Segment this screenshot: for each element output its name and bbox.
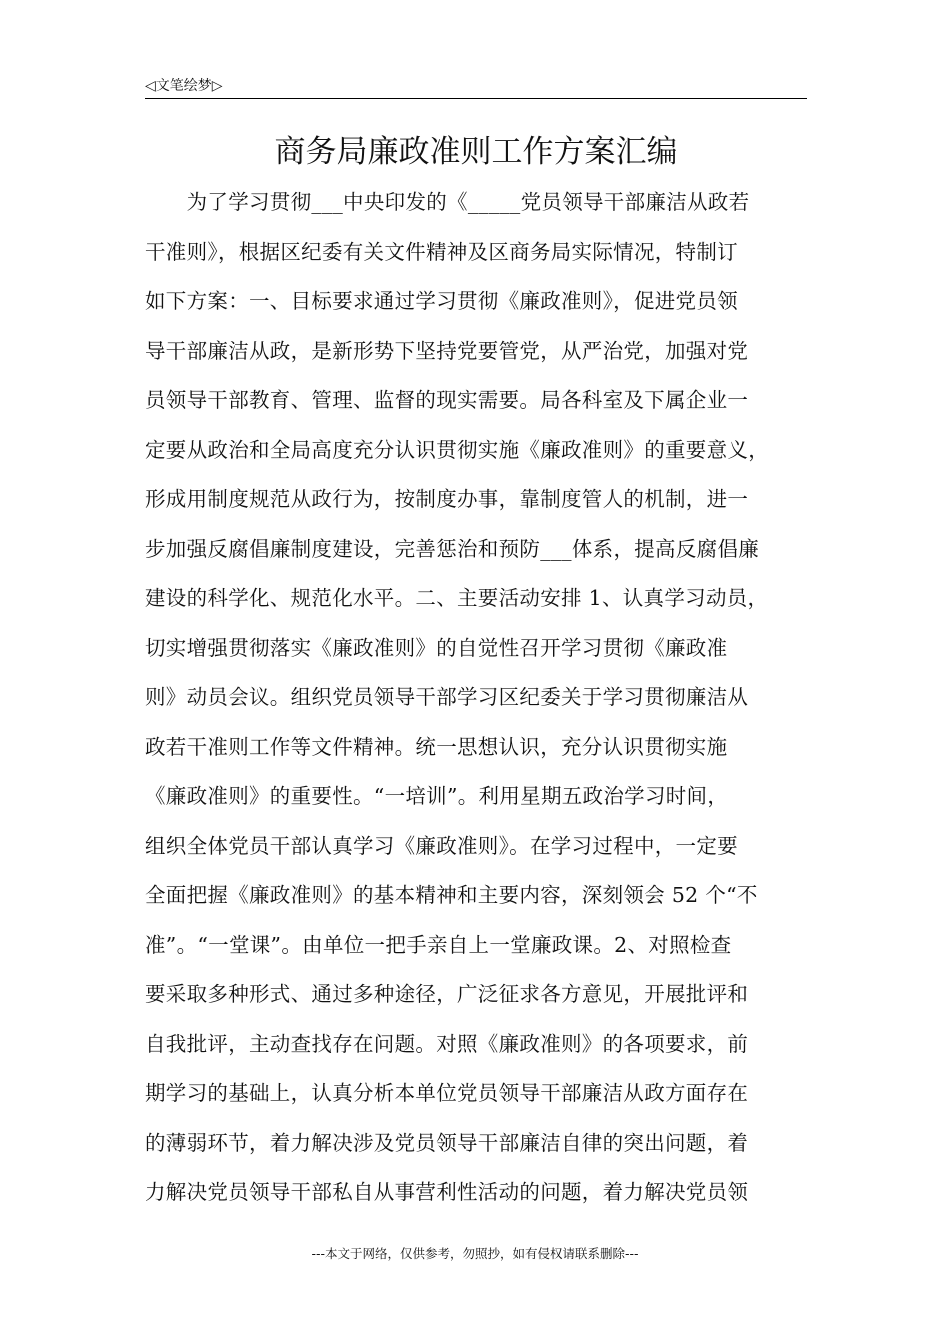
body-line: 的薄弱环节，着力解决涉及党员领导干部廉洁自律的突出问题，着 <box>145 1130 749 1155</box>
body-line: 组织全体党员干部认真学习《廉政准则》。在学习过程中，一定要 <box>145 833 738 858</box>
body-line: 准”。“一堂课”。由单位一把手亲自上一堂廉政课。2、对照检查 <box>145 932 732 957</box>
body-line: 政若干准则工作等文件精神。统一思想认识，充分认识贯彻实施 <box>145 734 728 759</box>
document-body <box>145 178 815 1218</box>
body-line: 为了学习贯彻___中央印发的《_____党员领导干部廉洁从政若 <box>145 190 750 214</box>
body-line: 导干部廉洁从政，是新形势下坚持党要管党，从严治党，加强对党 <box>145 338 749 363</box>
body-line: 全面把握《廉政准则》的基本精神和主要内容，深刻领会 52 个“不 <box>145 883 758 907</box>
page-header <box>145 70 807 99</box>
header-label: ◁文笔绘梦▷ <box>145 78 223 94</box>
body-line: 期学习的基础上，认真分析本单位党员领导干部廉洁从政方面存在 <box>145 1081 749 1105</box>
body-line: 切实增强贯彻落实《廉政准则》的自觉性召开学习贯彻《廉政准 <box>145 635 728 660</box>
body-line: 干准则》，根据区纪委有关文件精神及区商务局实际情况，特制订 <box>145 239 738 264</box>
body-line: 要采取多种形式、通过多种途径，广泛征求各方意见，开展批评和 <box>145 982 749 1006</box>
body-line: 建设的科学化、规范化水平。二、主要活动安排 1、认真学习动员， <box>145 586 769 610</box>
body-line: 如下方案：一、目标要求通过学习贯彻《廉政准则》，促进党员领 <box>145 289 738 313</box>
body-line: 员领导干部教育、管理、监督的现实需要。局各科室及下属企业一 <box>145 388 749 412</box>
body-line: 自我批评，主动查找存在问题。对照《廉政准则》的各项要求，前 <box>145 1031 749 1056</box>
body-line: 定要从政治和全局高度充分认识贯彻实施《廉政准则》的重要意义， <box>145 437 769 462</box>
body-line: 则》动员会议。组织党员领导干部学习区纪委关于学习贯彻廉洁从 <box>145 685 749 709</box>
body-line: 形成用制度规范从政行为，按制度办事，靠制度管人的机制，进一 <box>145 487 749 511</box>
body-line: 步加强反腐倡廉制度建设，完善惩治和预防___体系，提高反腐倡廉 <box>145 536 760 561</box>
body-line: 《廉政准则》的重要性。“一培训”。利用星期五政治学习时间， <box>145 784 729 808</box>
body-line: 力解决党员领导干部私自从事营利性活动的问题，着力解决党员领 <box>145 1180 749 1204</box>
document-title: 商务局廉政准则工作方案汇编 <box>274 134 678 170</box>
page-footer: ---本文于网络，仅供参考，勿照抄，如有侵权请联系删除--- <box>311 1246 639 1261</box>
